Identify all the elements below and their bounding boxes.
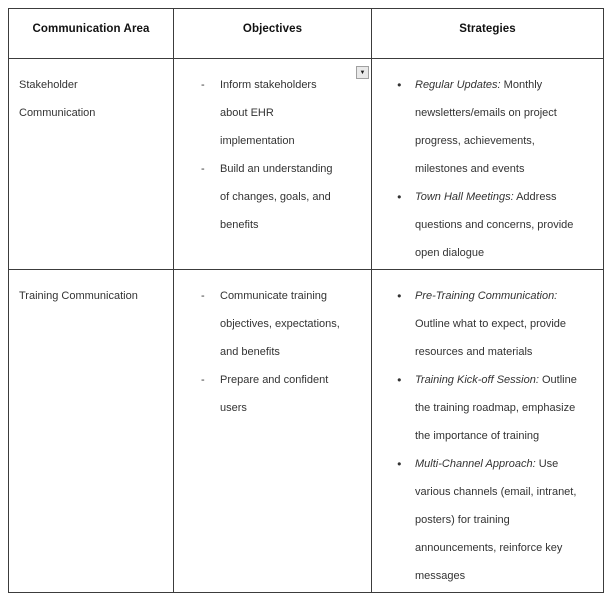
objectives-cell (174, 59, 372, 270)
area-cell (9, 270, 174, 593)
strategy-term: Multi-Channel Approach: (415, 458, 536, 470)
list-item (373, 450, 602, 590)
dash-marker: - (201, 374, 205, 386)
strategy-term: Town Hall Meetings: (415, 191, 514, 203)
communication-plan-table (8, 8, 604, 593)
strategies-cell (372, 270, 604, 593)
cell-dropdown-button[interactable] (356, 66, 369, 79)
column-header-communication-area (9, 9, 174, 59)
list-item (373, 282, 602, 366)
table-header-row (9, 9, 604, 59)
strategies-cell (372, 59, 604, 270)
strategy-detail: Outline the training roadmap, emphasize the importance of training (415, 374, 577, 442)
strategy-text (415, 282, 582, 366)
table-row-training-communication (9, 270, 604, 593)
list-item (175, 282, 370, 366)
dash-marker: - (201, 79, 205, 91)
strategy-text (415, 366, 582, 450)
column-header-objectives (174, 9, 372, 59)
strategy-detail: Address questions and concerns, provide open dialogue (415, 191, 574, 259)
dash-marker: - (201, 163, 205, 175)
objective-text: Communicate training objectives, expectations, and benefits (220, 290, 340, 358)
column-header-strategies (372, 9, 604, 59)
strategy-text (415, 71, 582, 183)
bullet-icon: ● (397, 459, 402, 468)
objective-text: Inform stakeholders about EHR implementation (220, 79, 317, 147)
strategy-term: Training Kick-off Session: (415, 374, 539, 386)
strategy-term: Regular Updates: (415, 79, 501, 91)
bullet-icon: ● (397, 375, 402, 384)
bullet-icon: ● (397, 80, 402, 89)
list-item (373, 366, 602, 450)
strategy-detail: Monthly newsletters/emails on project progress, achievements, milestones and events (415, 79, 557, 175)
objectives-cell (174, 270, 372, 593)
dropdown-arrow-icon: ▼ (359, 69, 366, 76)
strategy-text (415, 450, 582, 590)
column-header-label: Communication Area (32, 23, 150, 35)
list-item (175, 71, 370, 155)
dash-marker: - (201, 290, 205, 302)
strategy-text (415, 183, 582, 267)
table-row-stakeholder-communication (9, 59, 604, 270)
strategy-term: Pre-Training Communication: (415, 290, 558, 302)
list-item (175, 155, 370, 239)
column-header-label: Strategies (459, 23, 516, 35)
objective-text: Prepare and confident users (220, 374, 329, 414)
column-header-label: Objectives (242, 23, 303, 35)
objective-text: Build an understanding of changes, goals, and benefits (220, 163, 333, 231)
document-page (8, 8, 604, 593)
strategy-detail: Use various channels (email, intranet, posters) for training announcements, reinforce key messages (415, 458, 577, 582)
bullet-icon: ● (397, 291, 402, 300)
area-label: Training Communication (19, 290, 138, 302)
bullet-icon: ● (397, 192, 402, 201)
list-item (175, 366, 370, 422)
area-cell (9, 59, 174, 270)
area-label: Stakeholder Communication (19, 79, 96, 119)
strategy-detail: Outline what to expect, provide resources and materials (415, 318, 567, 358)
list-item (373, 71, 602, 183)
list-item (373, 183, 602, 267)
